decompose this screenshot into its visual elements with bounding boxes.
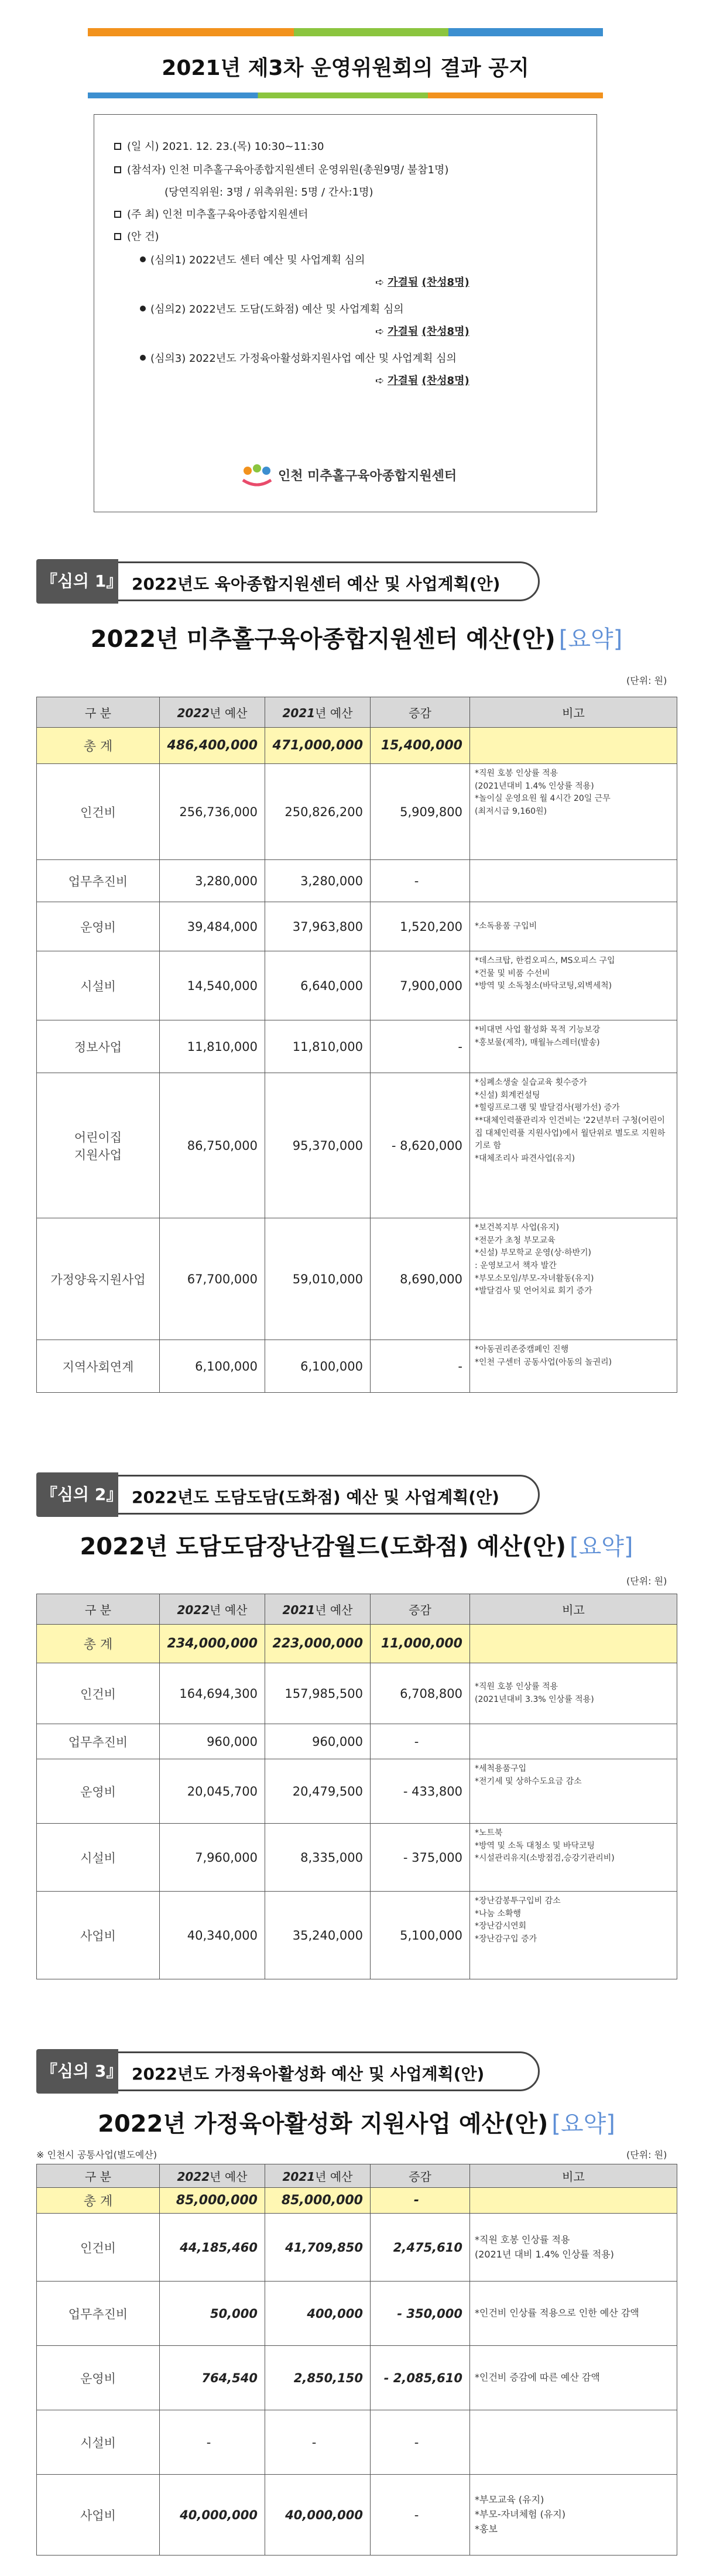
col-header-remarks: 비고 xyxy=(470,697,677,728)
section-2-bar-title: 2022년도 도담도담(도화점) 예산 및 사업계획(안) xyxy=(132,1488,499,1507)
col-header-2022: 2022년 예산 xyxy=(160,1594,265,1625)
notice-box xyxy=(94,114,597,512)
checkbox-bullet-icon xyxy=(114,211,121,218)
table-header-row xyxy=(37,697,677,728)
section-1-tag: 『심의 1』 xyxy=(36,559,118,604)
col-header-change: 증감 xyxy=(371,697,470,728)
col-header-remarks: 비고 xyxy=(470,2164,677,2188)
agenda-result-3: ➪ 가결됨 (찬성8명) xyxy=(375,375,469,387)
table-row: 운영비 39,484,000 37,963,800 1,520,200 *소독용품 구입비 xyxy=(37,902,677,951)
agenda-item-2: (심의2) 2022년도 도담(도화점) 예산 및 사업계획 심의 xyxy=(140,301,404,316)
table-row: 운영비 20,045,700 20,479,500 - 433,800 *세척용품구입 *전기세 및 상하수도요금 감소 xyxy=(37,1759,677,1824)
col-header-2021: 2021년 예산 xyxy=(265,2164,371,2188)
section-2-unit: (단위: 원) xyxy=(626,1575,667,1587)
table-row: 사업비 40,340,000 35,240,000 5,100,000 *장난감봉투구입비 감소 *나눔 소확행 *장난감시연회 *장난감구입 증가 xyxy=(37,1892,677,1979)
section-1-unit: (단위: 원) xyxy=(626,675,667,686)
table-row: 가정양육지원사업 67,700,000 59,010,000 8,690,000 *보건복지부 사업(유지) *전문가 초청 부모교육 *신설) 부모학교 운영(상·하반기) : 운영보고서 책자 발간 *부모소모임/부모-자녀활동(유지) *발달검사 및 언어치료 회기 증가 xyxy=(37,1218,677,1340)
section-2-tag: 『심의 2』 xyxy=(36,1472,118,1517)
table-row: 업무추진비 50,000 400,000 - 350,000 *인건비 인상률 적용으로 인한 예산 감액 xyxy=(37,2282,677,2346)
table-row: 인건비 256,736,000 250,826,200 5,909,800 *직원 호봉 인상률 적용 (2021년대비 1.4% 인상률 적용) *놀이실 운영요원 월 4시간 20일 근무 (최저시급 9,160원) xyxy=(37,764,677,860)
section-3-tag: 『심의 3』 xyxy=(36,2049,118,2094)
table-total-row: 총 계 234,000,000 223,000,000 11,000,000 xyxy=(37,1625,677,1663)
table-row: 시설비 7,960,000 8,335,000 - 375,000 *노트북 *방역 및 소독 대청소 및 바닥코팅 *시설관리유지(소방점검,승강기관리비) xyxy=(37,1824,677,1892)
bullet-dot-icon xyxy=(140,306,146,311)
table-row: 어린이집 지원사업 86,750,000 95,370,000 - 8,620,000 *심폐소생술 실습교육 횟수증가 *신설) 회계컨설팅 *힐링프로그램 및 발달검사(평가선) 증가 **대체인력풀관리자 인건비는 '22년부터 구청(어린이집 대체인력풀 지원사업)에서 월단위로 별도로 지원하기로 함 *대체조리사 파견사업(유지) xyxy=(37,1073,677,1218)
table-total-row: 총 계 486,400,000 471,000,000 15,400,000 xyxy=(37,728,677,764)
notice-line-datetime: (일 시) 2021. 12. 23.(목) 10:30~11:30 xyxy=(114,138,324,153)
center-logo-text: 인천 미추홀구육아종합지원센터 xyxy=(278,469,457,484)
color-stripe-bottom xyxy=(88,93,603,98)
section-3-unit: (단위: 원) xyxy=(626,2149,667,2160)
table-row: 운영비 764,540 2,850,150 - 2,085,610 *인건비 증감에 따른 예산 감액 xyxy=(37,2346,677,2410)
agenda-result-1: ➪ 가결됨 (찬성8명) xyxy=(375,276,469,289)
col-header-2021: 2021년 예산 xyxy=(265,697,371,728)
notice-line-attendee-breakdown: (당연직위원: 3명 / 위촉위원: 5명 / 간사:1명) xyxy=(164,186,373,198)
section-3-summary-label: [요약] xyxy=(551,2111,615,2137)
col-header-category: 구 분 xyxy=(37,1594,160,1625)
table-row: 업무추진비 960,000 960,000 - xyxy=(37,1724,677,1759)
section-2-budget-table xyxy=(36,1594,677,1979)
meeting-notice xyxy=(88,23,603,515)
notice-title: 2021년 제3차 운영위원회의 결과 공지 xyxy=(162,56,529,80)
section-1-heading xyxy=(36,559,551,604)
table-total-row: 총 계 85,000,000 85,000,000 - xyxy=(37,2188,677,2214)
checkbox-bullet-icon xyxy=(114,143,121,150)
table-row: 정보사업 11,810,000 11,810,000 - *비대면 사업 활성화 목적 기능보강 *홍보물(제작), 매월뉴스레터(발송) xyxy=(37,1020,677,1073)
agenda-result-2: ➪ 가결됨 (찬성8명) xyxy=(375,326,469,338)
table-header-row xyxy=(37,2164,677,2188)
section-3-bar xyxy=(107,2051,540,2091)
agenda-item-3: (심의3) 2022년도 가정육아활성화지원사업 예산 및 사업계획 심의 xyxy=(140,350,457,365)
bullet-dot-icon xyxy=(140,256,146,262)
col-header-change: 증감 xyxy=(371,2164,470,2188)
center-logo xyxy=(241,460,463,489)
section-3-bar-title: 2022년도 가정육아활성화 예산 및 사업계획(안) xyxy=(132,2064,485,2084)
section-2-heading xyxy=(36,1472,551,1517)
agenda-item-1: (심의1) 2022년도 센터 예산 및 사업계획 심의 xyxy=(140,252,365,267)
table-row: 인건비 164,694,300 157,985,500 6,708,800 *직원 호봉 인상률 적용 (2021년대비 3.3% 인상률 적용) xyxy=(37,1663,677,1724)
section-1-summary-label: [요약] xyxy=(558,626,623,653)
col-header-2022: 2022년 예산 xyxy=(160,697,265,728)
table-row: 시설비 14,540,000 6,640,000 7,900,000 *데스크탑, 한컴오피스, MS오피스 구입 *건물 및 비품 수선비 *방역 및 소독청소(바닥코팅,외벽세척) xyxy=(37,951,677,1020)
col-header-2022: 2022년 예산 xyxy=(160,2164,265,2188)
table-row: 시설비 - - - xyxy=(37,2410,677,2475)
checkbox-bullet-icon xyxy=(114,233,121,240)
bullet-dot-icon xyxy=(140,355,146,361)
center-logo-icon xyxy=(241,463,273,487)
col-header-remarks: 비고 xyxy=(470,1594,677,1625)
notice-line-agenda: (안 건) xyxy=(114,228,159,244)
section-3-budget-table xyxy=(36,2164,677,2556)
table-row: 인건비 44,185,460 41,709,850 2,475,610 *직원 호봉 인상률 적용 (2021년 대비 1.4% 인상률 적용) xyxy=(37,2214,677,2282)
notice-line-attendees: (참석자) 인천 미추홀구육아종합지원센터 운영위원(총원9명/ 불참1명) xyxy=(114,162,448,177)
section-1-bar-title: 2022년도 육아종합지원센터 예산 및 사업계획(안) xyxy=(132,574,501,594)
section-3-heading xyxy=(36,2049,551,2094)
section-1-budget-table xyxy=(36,697,677,1393)
notice-line-host: (주 최) 인천 미추홀구육아종합지원센터 xyxy=(114,206,308,221)
col-header-category: 구 분 xyxy=(37,2164,160,2188)
col-header-category: 구 분 xyxy=(37,697,160,728)
section-3-title: 2022년 가정육아활성화 지원사업 예산(안) [요약] xyxy=(98,2111,615,2137)
table-header-row xyxy=(37,1594,677,1625)
color-stripe-top xyxy=(88,28,603,36)
table-row: 지역사회연계 6,100,000 6,100,000 - *아동권리존중캠페인 진행 *인천 구센터 공동사업(아동의 놀권리) xyxy=(37,1340,677,1393)
section-2-title: 2022년 도담도담장난감월드(도화점) 예산(안) [요약] xyxy=(80,1533,633,1560)
table-row: 업무추진비 3,280,000 3,280,000 - xyxy=(37,860,677,902)
section-2-summary-label: [요약] xyxy=(570,1533,633,1560)
table-row: 사업비 40,000,000 40,000,000 - *부모교육 (유지) *부모-자녀체험 (유지) *홍보 xyxy=(37,2475,677,2556)
section-1-bar xyxy=(107,561,540,601)
checkbox-bullet-icon xyxy=(114,166,121,173)
col-header-2021: 2021년 예산 xyxy=(265,1594,371,1625)
col-header-change: 증감 xyxy=(371,1594,470,1625)
section-2-bar xyxy=(107,1475,540,1515)
section-3-note: ※ 인천시 공통사업(별도예산) xyxy=(36,2149,157,2160)
section-1-title: 2022년 미추홀구육아종합지원센터 예산(안) [요약] xyxy=(90,626,623,653)
